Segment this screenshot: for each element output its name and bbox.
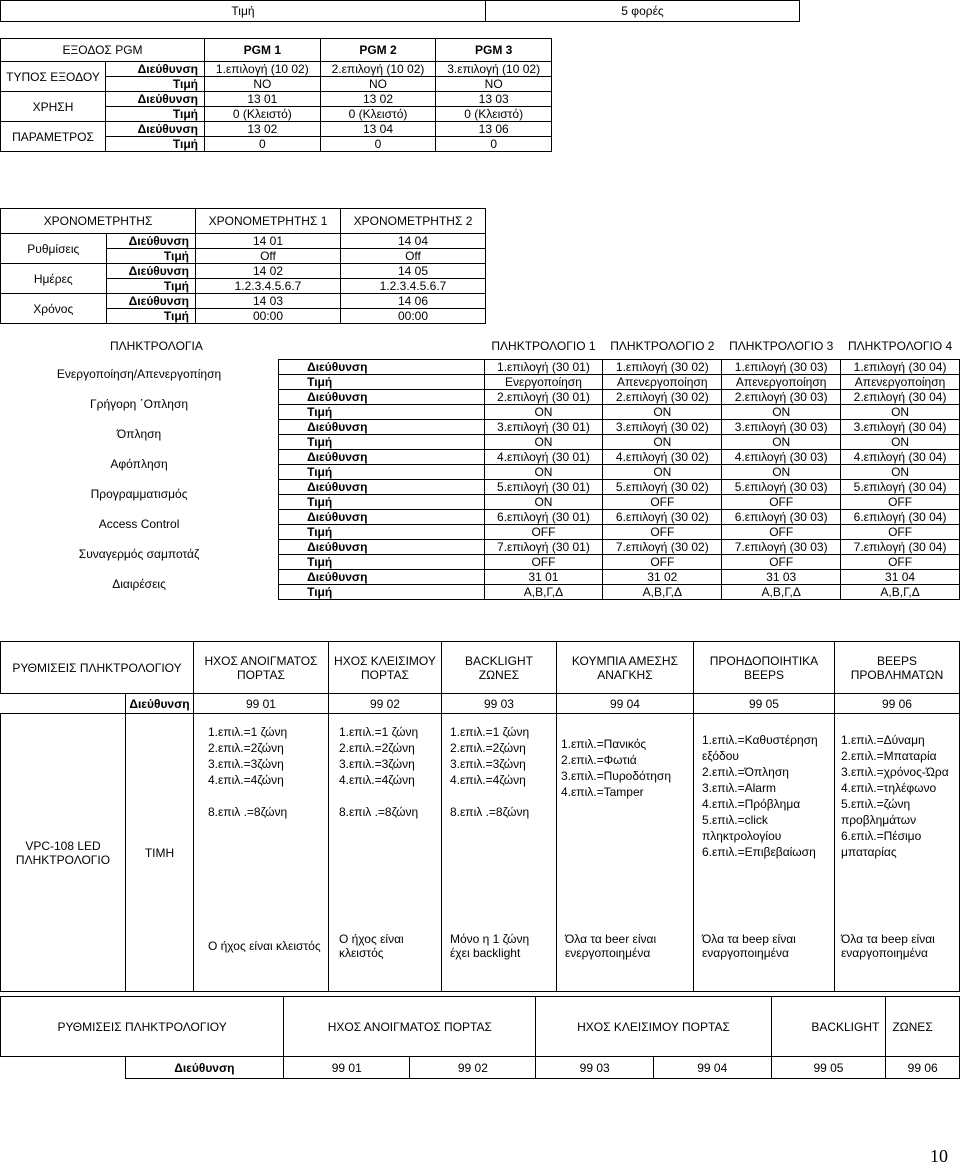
keypad-cell: 31 01 — [484, 569, 603, 584]
keypad-row-kind: Τιμή — [279, 584, 484, 599]
kbd-col-door-open: ΗΧΟΣ ΑΝΟΙΓΜΑΤΟΣ ΠΟΡΤΑΣ — [193, 642, 328, 694]
kbd-options-6 — [834, 714, 959, 902]
keypad-cell: 4.επιλογή (30 04) — [841, 449, 960, 464]
timer-cell: Off — [196, 249, 341, 264]
keypad-row — [0, 479, 960, 494]
kbd-addr-label: Διεύθυνση — [126, 694, 194, 714]
keypad-row — [0, 389, 960, 404]
timer-group-label: Χρόνος — [1, 294, 107, 324]
pgm-row-kind: Τιμή — [106, 77, 205, 92]
keypads-header-title: ΠΛΗΚΤΡΟΛΟΓΙΑ — [110, 338, 203, 353]
keypad-cell: ON — [722, 404, 841, 419]
kbd-option-line: 1.επιλ.=1 ζώνη — [207, 725, 288, 739]
keypad-group-label: Όπληση — [116, 427, 162, 441]
kbd-options-2 — [328, 714, 441, 902]
timer-row-kind: Τιμή — [106, 309, 195, 324]
keypad-row — [0, 359, 960, 374]
kbd-addr-4: 99 04 — [556, 694, 693, 714]
kbd-option-line: 4.επιλ.=Πρόβλημα — [701, 797, 801, 811]
keypad-cell: OFF — [722, 524, 841, 539]
kbd-default-5: Όλα τα beep είναι εναργοποιημένα — [693, 902, 834, 992]
pgm-row-kind: Διεύθυνση — [106, 122, 205, 137]
kbd2-addr-3: 99 03 — [536, 1057, 654, 1079]
pgm-cell: 0 — [320, 137, 436, 152]
keypad-row-kind: Τιμή — [279, 464, 484, 479]
keypad-cell: Απενεργοποίηση — [722, 374, 841, 389]
timer-row-kind: Διεύθυνση — [106, 234, 195, 249]
kbd2-header-backlight: BACKLIGHT — [771, 997, 886, 1057]
page-number: 10 — [930, 1146, 948, 1166]
keypads-body — [0, 359, 960, 599]
pgm-row — [1, 62, 552, 77]
keypad-cell: 1.επιλογή (30 01) — [484, 359, 603, 374]
pgm-cell: 0 (Κλειστό) — [205, 107, 321, 122]
timer-row-kind: Τιμή — [106, 279, 195, 294]
top-header-right: 5 φορές — [486, 1, 800, 22]
keypad-row-kind: Διεύθυνση — [279, 419, 484, 434]
pgm-cell: 13 01 — [205, 92, 321, 107]
pgm-cell: 13 02 — [320, 92, 436, 107]
keypad-cell: 5.επιλογή (30 04) — [841, 479, 960, 494]
timer-cell: 1.2.3.4.5.6.7 — [196, 279, 341, 294]
keypads-header-1: ΠΛΗΚΤΡΟΛΟΓΙΟ 1 — [491, 338, 596, 353]
timer-cell: 14 02 — [196, 264, 341, 279]
keypad-cell: 6.επιλογή (30 04) — [841, 509, 960, 524]
timer-cell: 00:00 — [341, 309, 486, 324]
keypad-cell: 4.επιλογή (30 02) — [603, 449, 722, 464]
kbd-option-line: 1.επιλ.=1 ζώνη — [449, 725, 530, 739]
keypad-cell: 7.επιλογή (30 01) — [484, 539, 603, 554]
kbd-default-6: Όλα τα beep είναι εναργοποιημένα — [834, 902, 959, 992]
keypad-cell: Απενεργοποίηση — [841, 374, 960, 389]
pgm-cell: 3.επιλογή (10 02) — [436, 62, 552, 77]
pgm-table — [0, 38, 552, 152]
keypad-cell: 2.επιλογή (30 03) — [722, 389, 841, 404]
kbd2-addr-spacer — [1, 1057, 126, 1079]
pgm-cell: 13 02 — [205, 122, 321, 137]
keypad-cell: OFF — [484, 554, 603, 569]
keypad-row — [0, 539, 960, 554]
keypad-cell: ON — [722, 464, 841, 479]
pgm-header-3: PGM 3 — [436, 39, 552, 62]
keypad-cell: ON — [603, 404, 722, 419]
kbd-settings2-table — [0, 996, 960, 1079]
keypad-cell: 3.επιλογή (30 04) — [841, 419, 960, 434]
timer-group-label: Ημέρες — [1, 264, 107, 294]
kbd-addr-5: 99 05 — [693, 694, 834, 714]
kbd-option-line: 5.επιλ.=click πληκτρολογίου — [701, 813, 782, 843]
kbd-option-line: 8.επιλ .=8ζώνη — [338, 805, 419, 819]
timer-cell: 14 03 — [196, 294, 341, 309]
kbd-options-1 — [193, 714, 328, 902]
kbd-option-line: 1.επιλ.=Καθυστέρηση εξόδου — [701, 733, 818, 763]
keypad-row-kind: Τιμή — [279, 524, 484, 539]
kbd2-addr-2: 99 02 — [410, 1057, 536, 1079]
kbd2-header-door-close: ΗΧΟΣ ΚΛΕΙΣΙΜΟΥ ΠΟΡΤΑΣ — [536, 997, 771, 1057]
kbd-addr-6: 99 06 — [834, 694, 959, 714]
pgm-cell: 0 — [436, 137, 552, 152]
keypad-row-kind: Διεύθυνση — [279, 359, 484, 374]
pgm-group-label: ΠΑΡΑΜΕΤΡΟΣ — [1, 122, 106, 152]
kbd-option-line: 3.επιλ.=Πυροδότηση — [560, 769, 672, 783]
keypad-group-label: Ενεργοποίηση/Απενεργοπίηση — [56, 367, 222, 381]
keypad-group-label: Συναγερμός σαμποτάζ — [78, 547, 200, 561]
keypad-cell: 6.επιλογή (30 03) — [722, 509, 841, 524]
kbd-option-line: 3.επιλ.=Alarm — [701, 781, 776, 795]
keypads-header-4: ΠΛΗΚΤΡΟΛΟΓΙΟ 4 — [847, 338, 953, 353]
kbd-col-backlight: BACKLIGHT ΖΩΝΕΣ — [441, 642, 556, 694]
pgm-cell: 1.επιλογή (10 02) — [205, 62, 321, 77]
pgm-row-kind: Διεύθυνση — [106, 62, 205, 77]
pgm-row-kind: Τιμή — [106, 107, 205, 122]
kbd-option-line: 6.επιλ.=Πέσιμο μπαταρίας — [840, 829, 922, 859]
keypad-cell: OFF — [841, 494, 960, 509]
keypad-row-kind: Διεύθυνση — [279, 569, 484, 584]
timer-body — [1, 234, 486, 324]
pgm-body — [1, 62, 552, 152]
kbd-option-line: 3.επιλ.=3ζώνη — [449, 757, 526, 771]
keypad-cell: 6.επιλογή (30 02) — [603, 509, 722, 524]
keypad-cell: ON — [484, 434, 603, 449]
keypad-cell: ON — [603, 464, 722, 479]
kbd-option-line: 4.επιλ.=4ζώνη — [449, 773, 526, 787]
keypad-cell: 7.επιλογή (30 04) — [841, 539, 960, 554]
kbd-option-line: 3.επιλ.=3ζώνη — [207, 757, 284, 771]
keypad-cell: Α,Β,Γ,Δ — [603, 584, 722, 599]
keypad-cell: OFF — [603, 524, 722, 539]
keypad-cell: 6.επιλογή (30 01) — [484, 509, 603, 524]
kbd-option-line — [339, 788, 437, 804]
keypad-cell: 4.επιλογή (30 01) — [484, 449, 603, 464]
timer-header-1: ΧΡΟΝΟΜΕΤΡΗΤΗΣ 1 — [196, 209, 341, 234]
kbd-option-line: 2.επιλ.=Μπαταρία — [840, 749, 937, 763]
keypad-cell: 7.επιλογή (30 03) — [722, 539, 841, 554]
keypad-cell: 2.επιλογή (30 04) — [841, 389, 960, 404]
keypad-cell: ON — [841, 404, 960, 419]
kbd-default-3: Μόνο η 1 ζώνη έχει backlight — [441, 902, 556, 992]
pgm-cell: NO — [436, 77, 552, 92]
keypad-row-kind: Διεύθυνση — [279, 479, 484, 494]
keypad-cell: Α,Β,Γ,Δ — [841, 584, 960, 599]
keypad-group-label: Access Control — [98, 517, 180, 531]
keypad-row-kind: Διεύθυνση — [279, 539, 484, 554]
kbd2-header-zones: ΖΩΝΕΣ — [886, 997, 960, 1057]
keypads-table — [0, 333, 960, 600]
pgm-header-1: PGM 1 — [205, 39, 321, 62]
keypad-row — [0, 449, 960, 464]
keypad-group-label: Προγραμματισμός — [90, 487, 188, 501]
kbd-option-line: 1.επιλ.=Δύναμη — [840, 733, 925, 747]
keypad-cell: ON — [841, 434, 960, 449]
keypad-cell: 3.επιλογή (30 01) — [484, 419, 603, 434]
kbd-default-2: Ο ήχος είναι κλειστός — [328, 902, 441, 992]
kbd2-header-title: ΡΥΘΜΙΣΕΙΣ ΠΛΗΚΤΡΟΛΟΓΙΟΥ — [1, 997, 284, 1057]
timer-cell: 14 04 — [341, 234, 486, 249]
timer-cell: 1.2.3.4.5.6.7 — [341, 279, 486, 294]
keypad-cell: 5.επιλογή (30 01) — [484, 479, 603, 494]
pgm-header-2: PGM 2 — [320, 39, 436, 62]
kbd2-addr-4: 99 04 — [653, 1057, 771, 1079]
timer-header-title: ΧΡΟΝΟΜΕΤΡΗΤΗΣ — [1, 209, 196, 234]
keypad-cell: 31 03 — [722, 569, 841, 584]
kbd2-addr-5: 99 05 — [771, 1057, 886, 1079]
kbd-col-door-close: ΗΧΟΣ ΚΛΕΙΣΙΜΟΥ ΠΟΡΤΑΣ — [328, 642, 441, 694]
keypad-row — [0, 509, 960, 524]
kbd2-addr-6: 99 06 — [886, 1057, 960, 1079]
keypad-cell: ON — [484, 464, 603, 479]
kbd-option-line — [450, 788, 552, 804]
timer-cell: 14 05 — [341, 264, 486, 279]
keypads-header-2: ΠΛΗΚΤΡΟΛΟΓΙΟ 2 — [610, 338, 715, 353]
keypad-cell: OFF — [841, 524, 960, 539]
kbd-default-4: Όλα τα beer είναι ενεργοποιημένα — [556, 902, 693, 992]
keypad-row — [0, 419, 960, 434]
keypad-row-kind: Τιμή — [279, 494, 484, 509]
keypad-cell: 31 02 — [603, 569, 722, 584]
kbd-settings-table — [0, 641, 960, 992]
keypad-cell: 31 04 — [841, 569, 960, 584]
pgm-cell: NO — [320, 77, 436, 92]
kbd-option-line: 1.επιλ.=Πανικός — [560, 737, 647, 751]
kbd-col-warn-beeps: ΠΡΟΗΔΟΠΟΙΗΤΙΚΑ BEEPS — [693, 642, 834, 694]
kbd-addr-3: 99 03 — [441, 694, 556, 714]
keypad-row — [0, 569, 960, 584]
top-header-table — [0, 0, 800, 22]
pgm-row — [1, 92, 552, 107]
kbd-option-line: 3.επιλ.=χρόνος-Ώρα — [840, 765, 949, 779]
keypad-cell: 5.επιλογή (30 02) — [603, 479, 722, 494]
kbd-option-line: 2.επιλ.=Φωτιά — [560, 753, 637, 767]
keypads-header-3: ΠΛΗΚΤΡΟΛΟΓΙΟ 3 — [729, 338, 834, 353]
timer-row-kind: Τιμή — [106, 249, 195, 264]
kbd2-addr-1: 99 01 — [284, 1057, 410, 1079]
keypad-cell: OFF — [722, 494, 841, 509]
keypad-cell: ON — [841, 464, 960, 479]
kbd-col-trouble-beeps: BEEPS ΠΡΟΒΛΗΜΑΤΩΝ — [834, 642, 959, 694]
kbd-option-line: 3.επιλ.=3ζώνη — [338, 757, 415, 771]
timer-cell: 14 01 — [196, 234, 341, 249]
kbd-option-line: 2.επιλ.=Όπληση — [701, 765, 789, 779]
timer-cell: 00:00 — [196, 309, 341, 324]
keypad-cell: ON — [722, 434, 841, 449]
pgm-cell: 0 (Κλειστό) — [436, 107, 552, 122]
pgm-cell: 0 (Κλειστό) — [320, 107, 436, 122]
timer-row — [1, 294, 486, 309]
kbd-option-line: 2.επιλ.=2ζώνη — [207, 741, 284, 755]
keypad-cell: 3.επιλογή (30 02) — [603, 419, 722, 434]
kbd-options-3 — [441, 714, 556, 902]
kbd-options-4 — [556, 714, 693, 902]
kbd-option-line: 4.επιλ.=τηλέφωνο — [840, 781, 937, 795]
pgm-cell: 13 04 — [320, 122, 436, 137]
pgm-row-kind: Διεύθυνση — [106, 92, 205, 107]
keypad-group-label: Διαιρέσεις — [112, 577, 166, 591]
pgm-cell: 2.επιλογή (10 02) — [320, 62, 436, 77]
keypad-cell: OFF — [484, 524, 603, 539]
pgm-group-label: ΧΡΗΣΗ — [1, 92, 106, 122]
timer-row-kind: Διεύθυνση — [106, 264, 195, 279]
keypad-cell: OFF — [603, 494, 722, 509]
keypad-group-label: Αφόπληση — [110, 457, 168, 471]
keypad-row-kind: Διεύθυνση — [279, 509, 484, 524]
pgm-header-title: ΕΞΟΔΟΣ PGM — [1, 39, 205, 62]
kbd-option-line: 4.επιλ.=Tamper — [560, 785, 644, 799]
timer-row — [1, 234, 486, 249]
kbd-settings-title: ΡΥΘΜΙΣΕΙΣ ΠΛΗΚΤΡΟΛΟΓΙΟΥ — [1, 642, 194, 694]
keypad-cell: OFF — [722, 554, 841, 569]
kbd2-addr-label: Διεύθυνση — [125, 1057, 284, 1079]
pgm-group-label: ΤΥΠΟΣ ΕΞΟΔΟΥ — [1, 62, 106, 92]
keypad-cell: Α,Β,Γ,Δ — [484, 584, 603, 599]
pgm-cell: NO — [205, 77, 321, 92]
keypad-row-kind: Τιμή — [279, 554, 484, 569]
kbd-option-line: 2.επιλ.=2ζώνη — [338, 741, 415, 755]
keypad-cell: 2.επιλογή (30 01) — [484, 389, 603, 404]
timer-row-kind: Διεύθυνση — [106, 294, 195, 309]
keypad-cell: 4.επιλογή (30 03) — [722, 449, 841, 464]
keypad-cell: OFF — [603, 554, 722, 569]
keypad-row-kind: Διεύθυνση — [279, 449, 484, 464]
timer-row — [1, 264, 486, 279]
pgm-cell: 13 03 — [436, 92, 552, 107]
kbd-option-line — [208, 788, 324, 804]
kbd-option-line: 8.επιλ .=8ζώνη — [207, 805, 288, 819]
kbd-option-line: 6.επιλ.=Επιβεβαίωση — [701, 845, 816, 859]
keypad-cell: ON — [603, 434, 722, 449]
keypad-cell: 2.επιλογή (30 02) — [603, 389, 722, 404]
kbd-addr-1: 99 01 — [193, 694, 328, 714]
kbd-option-line: 4.επιλ.=4ζώνη — [207, 773, 284, 787]
keypad-row-kind: Διεύθυνση — [279, 389, 484, 404]
keypad-cell: OFF — [841, 554, 960, 569]
keypad-cell: Απενεργοποίηση — [603, 374, 722, 389]
kbd-option-line: 2.επιλ.=2ζώνη — [449, 741, 526, 755]
top-header-left: Τιμή — [1, 1, 486, 22]
kbd-value-label: ΤΙΜΗ — [126, 714, 194, 992]
kbd-addr-spacer — [1, 694, 126, 714]
timer-cell: 14 06 — [341, 294, 486, 309]
kbd-addr-2: 99 02 — [328, 694, 441, 714]
pgm-row-kind: Τιμή — [106, 137, 205, 152]
keypad-cell: 1.επιλογή (30 03) — [722, 359, 841, 374]
keypad-cell: ON — [484, 404, 603, 419]
keypad-cell: 3.επιλογή (30 03) — [722, 419, 841, 434]
keypad-cell: 1.επιλογή (30 02) — [603, 359, 722, 374]
keypad-cell: ON — [484, 494, 603, 509]
kbd2-header-door-open: ΗΧΟΣ ΑΝΟΙΓΜΑΤΟΣ ΠΟΡΤΑΣ — [284, 997, 536, 1057]
kbd-col-emergency: ΚΟΥΜΠΙΑ ΑΜΕΣΗΣ ΑΝΑΓΚΗΣ — [556, 642, 693, 694]
timer-header-2: ΧΡΟΝΟΜΕΤΡΗΤΗΣ 2 — [341, 209, 486, 234]
keypad-cell: 7.επιλογή (30 02) — [603, 539, 722, 554]
keypad-row-kind: Τιμή — [279, 374, 484, 389]
kbd-default-1: Ο ήχος είναι κλειστός — [193, 902, 328, 992]
kbd-option-line: 1.επιλ.=1 ζώνη — [338, 725, 419, 739]
kbd-device-label: VPC-108 LED ΠΛΗΚΤΡΟΛΟΓΙΟ — [1, 714, 126, 992]
timer-group-label: Ρυθμίσεις — [1, 234, 107, 264]
timer-cell: Off — [341, 249, 486, 264]
keypad-row-kind: Τιμή — [279, 404, 484, 419]
pgm-cell: 0 — [205, 137, 321, 152]
kbd-option-line: 4.επιλ.=4ζώνη — [338, 773, 415, 787]
keypad-group-label: Γρήγορη ΄Οπληση — [90, 397, 189, 411]
pgm-row — [1, 122, 552, 137]
keypad-cell: 5.επιλογή (30 03) — [722, 479, 841, 494]
kbd-options-5 — [693, 714, 834, 902]
kbd-option-line: 8.επιλ .=8ζώνη — [449, 805, 530, 819]
keypad-row-kind: Τιμή — [279, 434, 484, 449]
pgm-cell: 13 06 — [436, 122, 552, 137]
kbd-option-line: 5.επιλ.=ζώνη προβλημάτων — [840, 797, 917, 827]
keypad-cell: Ενεργοποίηση — [484, 374, 603, 389]
timer-table — [0, 208, 486, 324]
keypad-cell: Α,Β,Γ,Δ — [722, 584, 841, 599]
keypad-cell: 1.επιλογή (30 04) — [841, 359, 960, 374]
